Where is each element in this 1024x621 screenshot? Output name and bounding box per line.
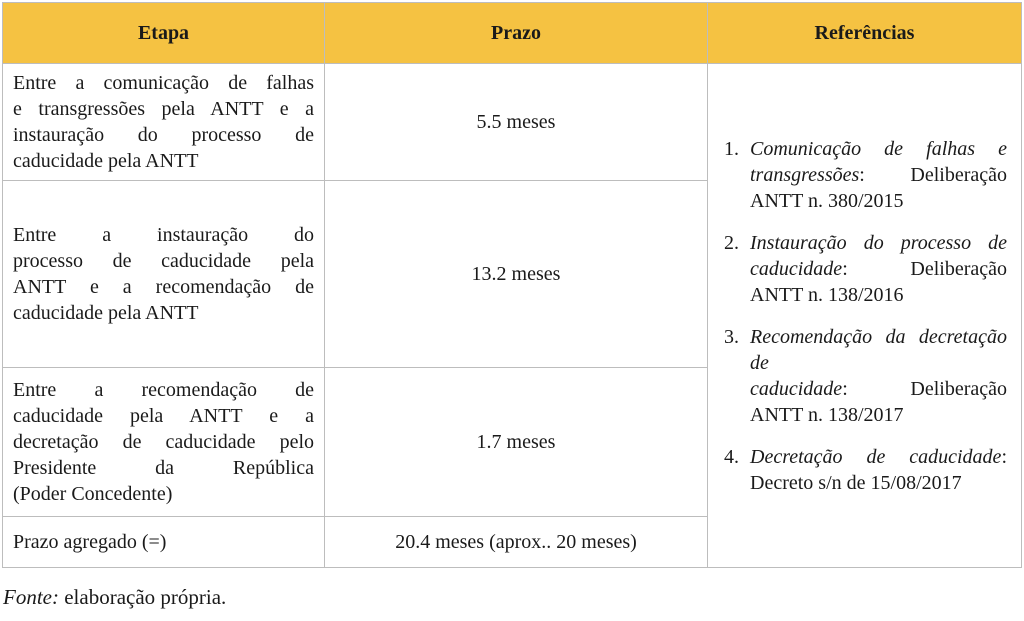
referencia-source: Decreto s/n de 15/08/2017 — [750, 471, 962, 494]
etapa-line: caducidade pela ANTT — [13, 150, 199, 172]
referencia-item — [724, 136, 1007, 214]
referencia-number: 3. — [724, 325, 739, 348]
etapa-line: Entre a recomendação de — [13, 379, 314, 401]
referencia-item — [724, 230, 1007, 308]
header-prazo: Prazo — [325, 3, 708, 64]
referencia-source: ANTT n. 138/2016 — [750, 283, 904, 306]
referencia-source: ANTT n. 380/2015 — [750, 189, 904, 212]
etapa-line: processo de caducidade pela — [13, 250, 314, 272]
header-row — [3, 3, 1022, 64]
referencia-source: : Deliberação — [842, 377, 1007, 400]
referencia-source: : Deliberação — [859, 163, 1007, 186]
etapa-line: decretação de caducidade pelo — [13, 431, 314, 453]
prazo-cell: 13.2 meses — [325, 181, 708, 368]
deadline-table — [2, 2, 1022, 568]
referencia-item — [724, 444, 1007, 496]
source-note — [3, 585, 226, 610]
referencia-title: Instauração do processo de — [750, 231, 1007, 254]
referencia-title: Recomendação da decretação de — [750, 325, 1007, 374]
etapa-line: caducidade pela ANTT — [13, 302, 199, 324]
source-label: Fonte: — [3, 585, 59, 609]
etapa-cell — [3, 368, 325, 517]
referencia-number: 1. — [724, 137, 739, 160]
referencia-source: ANTT n. 138/2017 — [750, 403, 904, 426]
referencia-item — [724, 324, 1007, 428]
referencia-title: transgressões — [750, 163, 860, 186]
referencia-title: Comunicação de falhas e — [750, 137, 1007, 160]
etapa-line: (Poder Concedente) — [13, 483, 173, 505]
table-row — [3, 64, 1022, 181]
referencia-title: Decretação de caducidade — [750, 445, 1002, 468]
prazo-cell: 20.4 meses (aprox.. 20 meses) — [325, 517, 708, 568]
prazo-cell: 1.7 meses — [325, 368, 708, 517]
etapa-line: caducidade pela ANTT e a — [13, 405, 314, 427]
referencias-list — [724, 136, 1007, 496]
etapa-line: instauração do processo de — [13, 124, 314, 146]
referencia-title: caducidade — [750, 257, 843, 280]
etapa-line: e transgressões pela ANTT e a — [13, 98, 314, 120]
etapa-line: Entre a instauração do — [13, 224, 314, 246]
referencias-cell — [708, 64, 1022, 568]
referencia-number: 2. — [724, 231, 739, 254]
referencia-number: 4. — [724, 445, 739, 468]
etapa-cell — [3, 64, 325, 181]
header-etapa: Etapa — [3, 3, 325, 64]
referencia-title: caducidade — [750, 377, 843, 400]
etapa-cell: Prazo agregado (=) — [3, 517, 325, 568]
referencia-punct: : — [1001, 445, 1007, 468]
referencia-source: : Deliberação — [842, 257, 1007, 280]
header-referencias: Referências — [708, 3, 1022, 64]
source-text: elaboração própria. — [58, 585, 227, 609]
etapa-line: Presidente da República — [13, 457, 314, 479]
prazo-cell: 5.5 meses — [325, 64, 708, 181]
etapa-line: ANTT e a recomendação de — [13, 276, 314, 298]
etapa-line: Entre a comunicação de falhas — [13, 72, 314, 94]
etapa-cell — [3, 181, 325, 368]
